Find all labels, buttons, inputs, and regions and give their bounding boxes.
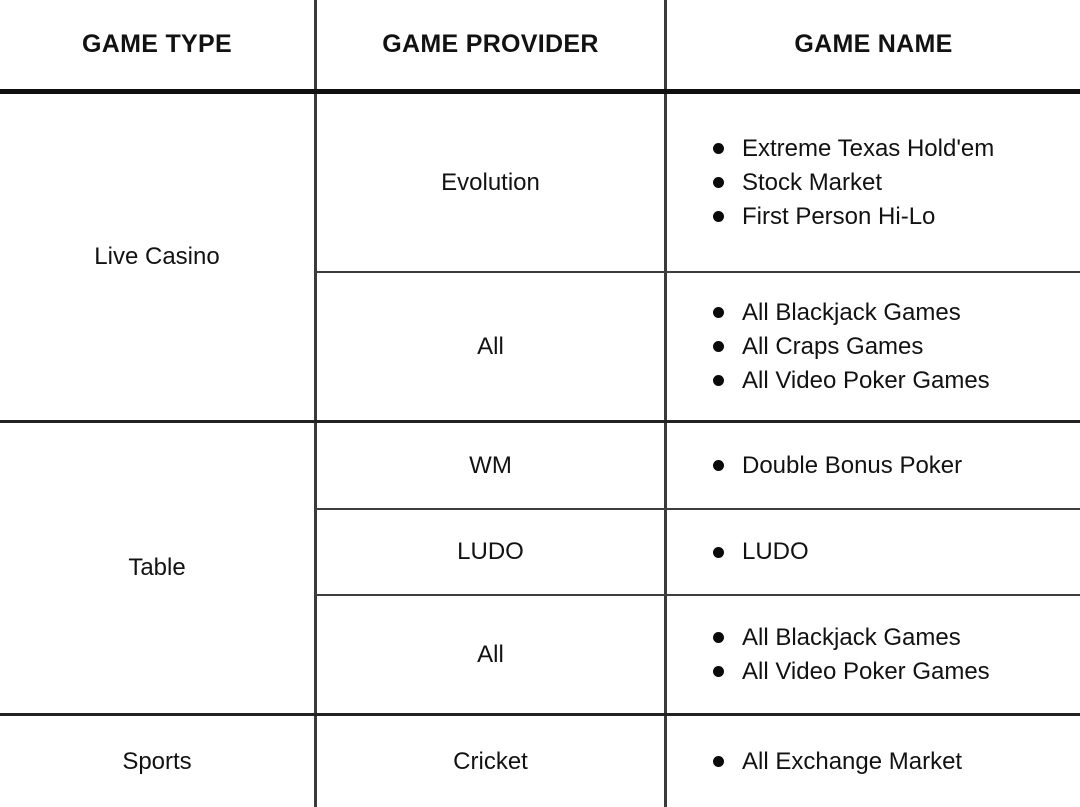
header-cell-game-provider: GAME PROVIDER [382,30,599,58]
game-item [713,166,882,200]
games-list-cricket [667,716,1080,807]
game-item-label: First Person Hi-Lo [742,202,936,230]
game-item [713,745,962,779]
game-item [713,200,935,234]
type-cell-live-casino: Live Casino [94,243,220,270]
game-item [713,655,990,689]
bullet-icon [713,177,724,188]
type-cell-sports: Sports [122,747,192,775]
game-item-label: Stock Market [742,168,883,196]
header-cell-game-type: GAME TYPE [82,30,232,58]
bullet-icon [713,211,724,222]
bullet-icon [713,143,724,154]
type-cell-table: Table [128,554,186,581]
game-item-label: Double Bonus Poker [742,451,963,479]
bullet-icon [713,307,724,318]
game-item [713,132,994,166]
provider-cell-evolution: Evolution [441,168,540,196]
game-item [713,330,923,364]
provider-cell-table-all: All [477,640,504,668]
bullet-icon [713,756,724,767]
game-item [713,296,961,330]
game-item-label: All Blackjack Games [742,623,961,651]
games-list-ludo [667,510,1080,594]
game-item [713,535,809,569]
provider-cell-ludo: LUDO [457,538,524,565]
provider-cell-live-casino-all: All [477,332,504,360]
bullet-icon [713,666,724,677]
game-item-label: All Video Poker Games [742,657,990,685]
provider-cell-cricket: Cricket [453,747,528,775]
provider-cell-wm: WM [469,451,512,479]
bullet-icon [713,632,724,643]
game-item [713,364,990,398]
games-list-evolution [667,94,1080,271]
game-item-label: All Craps Games [742,332,924,360]
games-list-table-all [667,596,1080,713]
game-item [713,621,961,655]
game-item-label: All Blackjack Games [742,298,961,326]
header-cell-game-name: GAME NAME [794,30,953,58]
games-list-wm [667,423,1080,508]
game-item-label: All Exchange Market [742,747,963,775]
bullet-icon [713,547,724,558]
game-item [713,449,962,483]
bullet-icon [713,460,724,471]
game-item-label: LUDO [742,538,809,565]
game-item-label: All Video Poker Games [742,366,990,394]
bullet-icon [713,375,724,386]
bullet-icon [713,341,724,352]
games-list-live-casino-all [667,273,1080,420]
game-item-label: Extreme Texas Hold'em [742,134,995,162]
